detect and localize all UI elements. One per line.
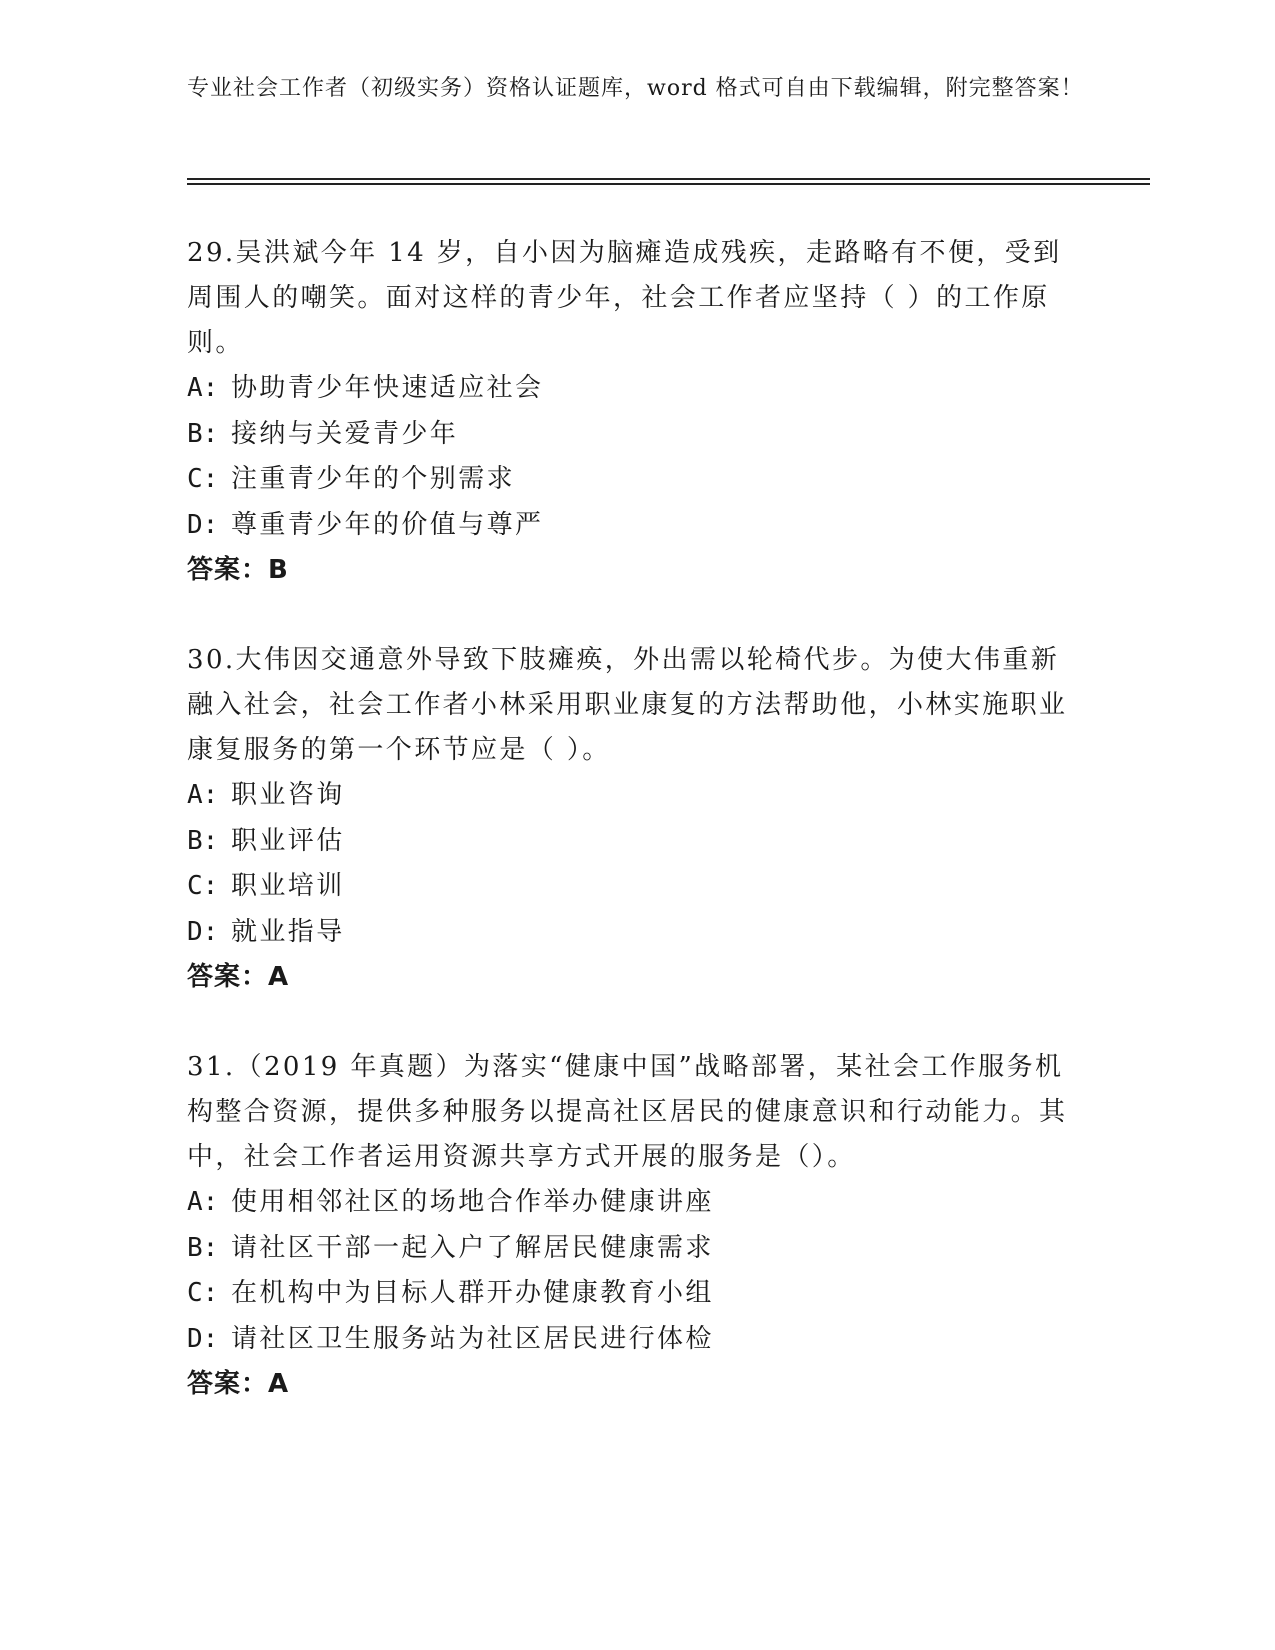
question-31 bbox=[187, 1045, 1087, 1407]
option-key: C: bbox=[187, 464, 219, 494]
option-c bbox=[187, 1271, 1087, 1317]
option-key: A: bbox=[187, 373, 219, 403]
answer-line: 答案：A bbox=[187, 1369, 290, 1399]
option-key: A: bbox=[187, 1187, 219, 1217]
option-key: C: bbox=[187, 1278, 219, 1308]
option-key: B: bbox=[187, 825, 219, 856]
document-header: 专业社会工作者（初级实务）资格认证题库，word 格式可自由下载编辑，附完整答案！ bbox=[187, 76, 1084, 101]
header-divider-bottom bbox=[187, 183, 1150, 185]
option-key: D: bbox=[187, 916, 219, 947]
question-stem: 29.吴洪斌今年 14 岁，自小因为脑瘫造成残疾，走路略有不便，受到周围人的嘲笑。面对这样的青少年，社会工作者应坚持（ ）的工作原则。 bbox=[187, 238, 1062, 358]
question-stem: 30.大伟因交通意外导致下肢瘫痪，外出需以轮椅代步。为使大伟重新融入社会，社会工作者小林采用职业康复的方法帮助他，小林实施职业康复服务的第一个环节应是（ ）。 bbox=[187, 645, 1068, 765]
option-text: 职业评估 bbox=[231, 825, 345, 856]
option-c bbox=[187, 864, 1087, 910]
option-text: 职业咨询 bbox=[231, 780, 345, 810]
option-text: 注重青少年的个别需求 bbox=[231, 464, 516, 494]
option-d bbox=[187, 1317, 1087, 1363]
option-text: 就业指导 bbox=[231, 916, 345, 947]
option-text: 请社区卫生服务站为社区居民进行体检 bbox=[231, 1323, 714, 1354]
option-key: D: bbox=[187, 509, 219, 540]
option-key: C: bbox=[187, 871, 219, 901]
header-divider-top bbox=[187, 178, 1150, 180]
answer-line: 答案：A bbox=[187, 962, 290, 992]
option-c bbox=[187, 457, 1087, 503]
option-key: A: bbox=[187, 780, 219, 810]
question-29 bbox=[187, 231, 1087, 593]
option-text: 接纳与关爱青少年 bbox=[231, 418, 459, 449]
option-b bbox=[187, 819, 1087, 865]
option-b bbox=[187, 1226, 1087, 1272]
option-d bbox=[187, 910, 1087, 956]
option-text: 协助青少年快速适应社会 bbox=[231, 373, 544, 403]
question-30 bbox=[187, 638, 1087, 1000]
option-text: 使用相邻社区的场地合作举办健康讲座 bbox=[231, 1187, 714, 1217]
option-d bbox=[187, 503, 1087, 549]
option-key: D: bbox=[187, 1323, 219, 1354]
option-text: 尊重青少年的价值与尊严 bbox=[231, 509, 544, 540]
option-key: B: bbox=[187, 418, 219, 449]
option-key: B: bbox=[187, 1232, 219, 1263]
option-a bbox=[187, 366, 1087, 412]
answer-line: 答案：B bbox=[187, 555, 289, 585]
question-stem: 31.（2019 年真题）为落实“健康中国”战略部署，某社会工作服务机构整合资源，提供多种服务以提高社区居民的健康意识和行动能力。其中，社会工作者运用资源共享方式开展的服务是（）。 bbox=[187, 1052, 1068, 1172]
option-text: 在机构中为目标人群开办健康教育小组 bbox=[231, 1278, 714, 1308]
option-b bbox=[187, 412, 1087, 458]
option-a bbox=[187, 773, 1087, 819]
option-text: 请社区干部一起入户了解居民健康需求 bbox=[231, 1232, 714, 1263]
option-a bbox=[187, 1180, 1087, 1226]
option-text: 职业培训 bbox=[231, 871, 345, 901]
